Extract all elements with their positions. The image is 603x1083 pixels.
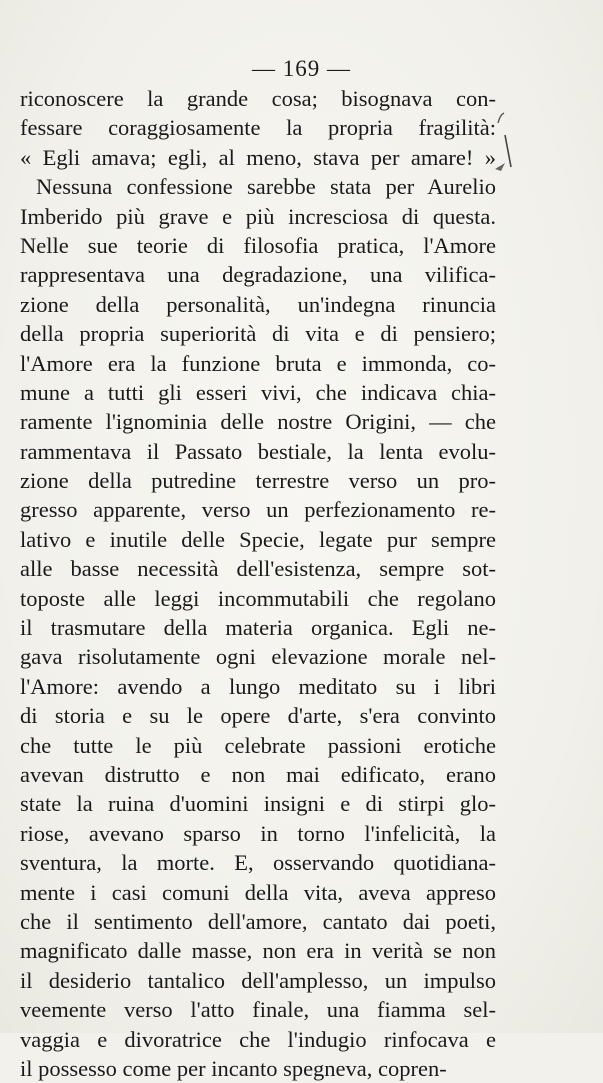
text-line: rammentava il Passato bestiale, la lenta evolu- (20, 438, 496, 464)
text-line: rappresentava una degradazione, una vilifica- (20, 262, 496, 288)
text-line: mente i casi comuni della vita, aveva appreso (20, 879, 496, 905)
text-line: il possesso come per incanto spegneva, copren- (20, 1055, 447, 1081)
text-line: Nelle sue teorie di filosofia pratica, l'Amore (20, 232, 496, 258)
text-line: veemente verso l'atto finale, una fiamma sel- (20, 997, 496, 1023)
text-line: lativo e inutile delle Specie, legate pur sempre (20, 526, 496, 552)
margin-pencil-mark (495, 105, 515, 175)
text-line: sventura, la morte. E, osservando quotidiana- (20, 850, 496, 876)
text-line: avevan distrutto e non mai edificato, erano (20, 761, 496, 787)
text-line: ramente l'ignominia delle nostre Origini, — che (20, 409, 496, 435)
text-line: mune a tutti gli esseri vivi, che indicava chia- (20, 379, 496, 405)
text-line: Imberido più grave e più incresciosa di questa. (20, 203, 496, 229)
text-line: state la ruina d'uomini insigni e di stirpi glo- (20, 791, 496, 817)
page-number: — 169 — (252, 56, 351, 81)
text-line: gresso apparente, verso un perfezionamento re- (20, 497, 496, 523)
text-line: che il sentimento dell'amore, cantato dai poeti, (20, 908, 496, 934)
text-line: l'Amore: avendo a lungo meditato su i libri (20, 673, 496, 699)
text-line: zione della personalità, un'indegna rinuncia (20, 291, 496, 317)
text-line: che tutte le più celebrate passioni erotiche (20, 732, 496, 758)
text-line: della propria superiorità di vita e di pensiero; (20, 321, 496, 347)
text-line: gava risolutamente ogni elevazione morale nel- (20, 644, 496, 670)
text-line: il trasmutare della materia organica. Egli ne- (20, 615, 496, 641)
text-line: toposte alle leggi incommutabili che regolano (20, 585, 496, 611)
body-text (20, 84, 496, 1083)
text-line: Nessuna confessione sarebbe stata per Aurelio (36, 174, 496, 200)
text-line: « Egli amava; egli, al meno, stava per amare! » (20, 144, 496, 170)
text-line: fessare coraggiosamente la propria fragilità: (20, 115, 496, 141)
text-line: il desiderio tantalico dell'amplesso, un impulso (20, 967, 496, 993)
text-line: zione della putredine terrestre verso un pro- (20, 468, 496, 494)
text-line: l'Amore era la funzione bruta e immonda, co- (20, 350, 496, 376)
text-line: riose, avevano sparso in torno l'infelicità, la (20, 820, 496, 846)
text-line: alle basse necessità dell'esistenza, sempre sot- (20, 556, 496, 582)
text-line: di storia e su le opere d'arte, s'era convinto (20, 703, 496, 729)
text-line: vaggia e divoratrice che l'indugio rinfocava e (20, 1026, 496, 1052)
text-line: magnificato dalle masse, non era in verità se non (20, 938, 496, 964)
text-line: riconoscere la grande cosa; bisognava con- (20, 86, 496, 111)
